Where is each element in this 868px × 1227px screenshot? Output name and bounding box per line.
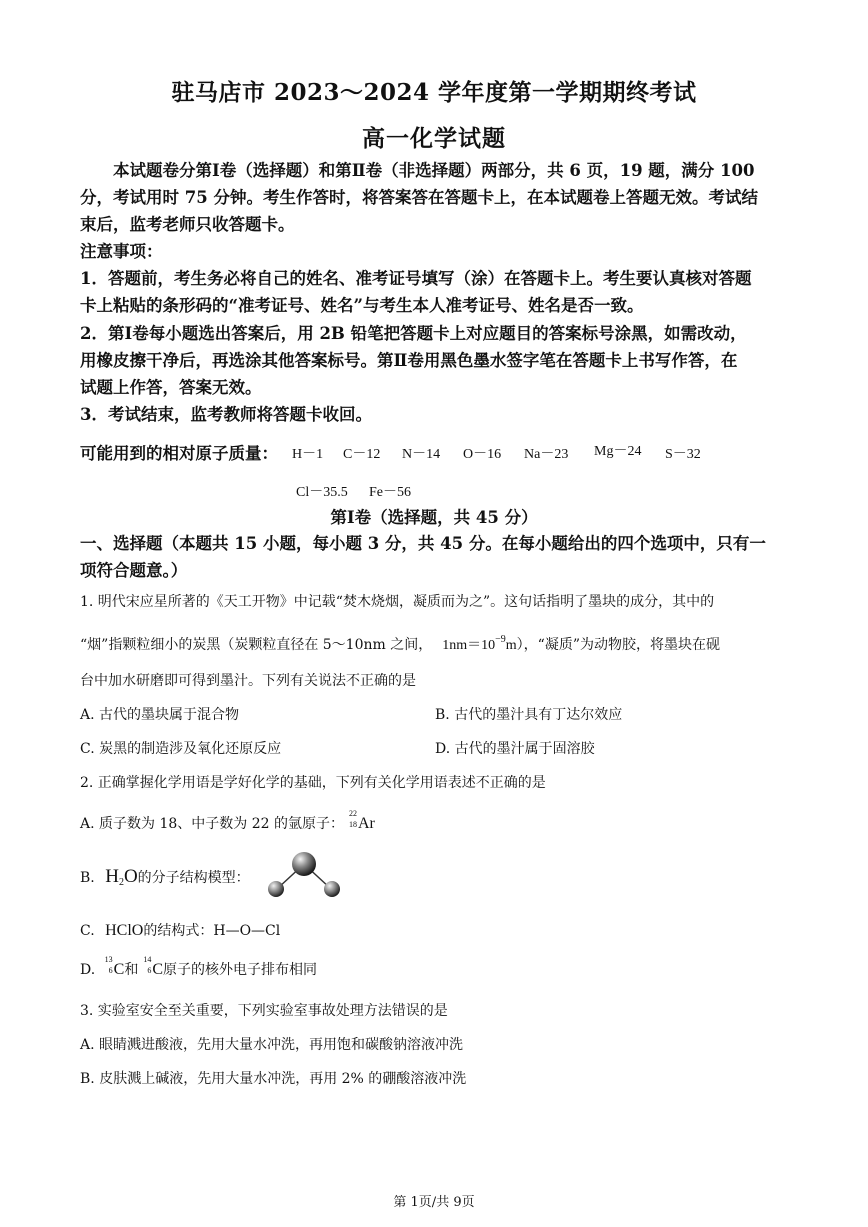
option-prefix: D. [80,962,96,978]
atomic-mass-item: Mg－24 [594,444,642,459]
isotope-notation [344,809,358,832]
notes-line: 1．答题前，考生务必将自己的姓名、准考证号填写（涂）在答题卡上。考生要认真核对答题 [80,269,752,288]
page-number: 第 1页/共 9页 [393,1195,475,1210]
atomic-mass-item: Fe－56 [369,485,411,500]
atomic-mass-item: O－16 [463,447,502,462]
option-prefix: C. [80,923,95,939]
question-stem: 2. 正确掌握化学用语是学好化学的基础，下列有关化学用语表述不正确的是 [80,775,546,791]
unit-exponent: −9 [495,634,506,645]
atomic-mass-item: C－12 [343,447,381,462]
option-b: B. 皮肤溅上碱液，先用大量水冲洗，再用 2% 的硼酸溶液冲洗 [80,1071,467,1087]
isotope-notation [100,955,114,978]
element-symbol: C [152,961,163,978]
hydrogen-atom [268,881,284,897]
question-stem-part: “烟”指颗粒细小的炭黑（炭颗粒直径在 5～10nm 之间， [80,637,433,653]
water-molecule-model [266,848,342,900]
notes-line: 2．第Ⅰ卷每小题选出答案后，用 2B 铅笔把答题卡上对应题目的答案标号涂黑，如需改动， [80,324,747,343]
question-stem [80,634,720,654]
option-prefix: B. [80,870,95,886]
notes-line: 试题上作答，答案无效。 [80,378,262,397]
unit-tail: m [505,638,517,653]
option-c: C. 炭黑的制造涉及氧化还原反应 [80,741,282,757]
formula-h: H [105,866,119,887]
formula [105,866,137,887]
option-a [80,809,375,833]
mass-number: 22 [349,809,357,818]
atomic-mass-label: 可能用到的相对原子质量： [80,444,278,463]
formula-subscript: 2 [118,877,124,888]
formula-o: O [123,866,138,887]
option-a: A. 眼睛溅进酸液，先用大量水冲洗，再用饱和碳酸钠溶液冲洗 [80,1037,464,1053]
notes-line: 用橡皮擦干净后，再选涂其他答案标号。第Ⅱ卷用黑色墨水签字笔在答题卡上书写作答，在 [80,351,738,370]
option-d [80,955,317,979]
question-stem-part: ），“凝质”为动物胶，将墨块在砚 [516,637,720,653]
unit-equation [442,634,517,653]
option-text: 的分子结构模型： [137,870,250,886]
option-text: A. 质子数为 18、中子数为 22 的氩原子： [80,816,344,832]
section-heading: 一、选择题（本题共 15 小题，每小题 3 分，共 45 分。在每小题给出的四个选项中，只有一 [80,534,766,553]
notes-heading: 注意事项： [80,242,163,261]
unit-eq-text: 1nm＝10 [442,638,496,653]
intro-line: 束后，监考老师只收答题卡。 [80,215,295,234]
hydrogen-atom [324,881,340,897]
atomic-number: 6 [147,966,152,975]
notes-line: 卡上粘贴的条形码的“准考证号、姓名”与考生本人准考证号、姓名是否一致。 [80,296,644,315]
element-symbol: C [113,961,125,978]
exam-subtitle: 高一化学试题 [362,125,506,152]
section-heading: 项符合题意。） [80,561,188,580]
option-b [80,866,250,888]
atomic-number: 6 [108,966,113,975]
option-text: 原子的核外电子排布相同 [162,962,317,978]
formula: HClO [105,922,144,939]
intro-line: 分，考试用时 75 分钟。考生作答时，将答案答在答题卡上，在本试题卷上答题无效。考试结 [80,188,758,207]
option-b: B. 古代的墨汁具有丁达尔效应 [435,707,623,723]
element-symbol: Ar [358,815,375,832]
oxygen-atom [292,852,316,876]
atomic-mass-item: Cl－35.5 [296,485,348,500]
option-a: A. 古代的墨块属于混合物 [80,707,240,723]
option-c [80,920,280,940]
option-d: D. 古代的墨汁属于固溶胶 [435,741,595,757]
exam-title: 驻马店市 2023～2024 学年度第一学期期终考试 [171,79,697,106]
option-text: 的结构式：H—O—Cl [143,923,281,939]
question-stem: 1. 明代宋应星所著的《天工开物》中记载“焚木烧烟，凝质而为之”。这句话指明了墨块的成分，其中的 [80,594,715,610]
intro-line: 本试题卷分第Ⅰ卷（选择题）和第Ⅱ卷（非选择题）两部分，共 6 页，19 题，满分 100 [113,161,755,180]
atomic-mass-item: H－1 [292,447,324,462]
question-stem: 3. 实验室安全至关重要，下列实验室事故处理方法错误的是 [80,1003,448,1019]
section-title: 第Ⅰ卷（选择题，共 45 分） [330,508,538,527]
notes-line: 3．考试结束，监考教师将答题卡收回。 [80,405,372,424]
mass-number: 13 [104,955,113,964]
mass-number: 14 [143,955,152,964]
isotope-notation [138,955,152,978]
atomic-mass-item: S－32 [665,447,701,462]
atomic-mass-item: Na－23 [524,447,569,462]
question-stem: 台中加水研磨即可得到墨汁。下列有关说法不正确的是 [80,673,416,689]
atomic-mass-item: N－14 [402,447,441,462]
conjunction: 和 [124,962,139,978]
atomic-number: 18 [349,820,357,829]
